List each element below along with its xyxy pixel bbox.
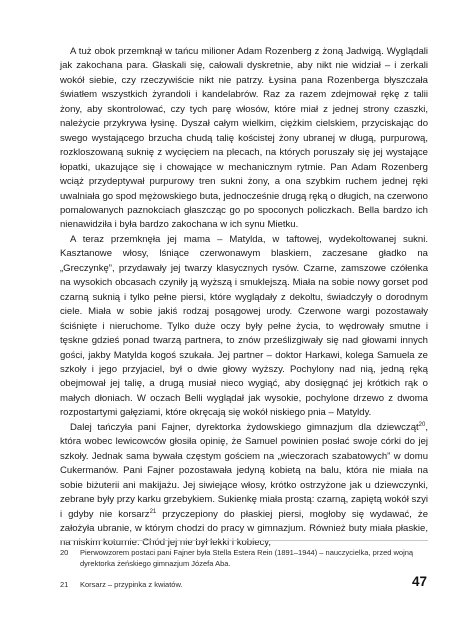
paragraph-3-text-b: , która wobec lewicowców głosiła opinię, że Samuel powinien posłać swoje córki do jej szkoły. Jednak sama bywała częstym gościem na „wieczorach szabatowych” w domu Cukermanów. Pani Fajner pozostawała jedyną kobietą na balu, która nie miała na sobie biżuterii ani makijażu. Jej siwiejące włosy, krótko ostrzyżone jak u dziewczynki, zebrane były przy karku grzebykiem. Sukienkę miała prostą: czarną, zapiętą wokół szyi i gdyby nie korsarz: [60, 421, 428, 520]
footnote-ref-21[interactable]: 21: [149, 508, 157, 515]
footnote-text: Pierwowzorem postaci pani Fajner była Stella Estera Rein (1891–1944) – nauczycielka, przed wojną dyrektorka żeńskiego gimnazjum Józefa Aba.: [80, 548, 414, 568]
footnote-20: [60, 548, 428, 569]
paragraph-3: [60, 421, 428, 551]
paragraph-1: A tuż obok przemknął w tańcu milioner Adam Rozenberg z żoną Jadwigą. Wyglądali jak zakochana para. Głaskali się, całowali dyskretnie, aby nikt nie widział – i zerkali wokół siebie, czy rzeczywiście nikt nie patrzy. Łysina pana Rozenberga błyszczała światłem wszystkich żyrandoli i kandelabrów. Raz za razem zdejmował rękę z talii żony, aby skontrolować, czy tych parę włosów, które miał z jednej strony czaszki, należycie przykrywa łysinę. Dyszał całym wielkim, ciężkim cielskiem, przyciskając do swego wystającego brzucha chudą talię kościstej żony ubranej w długą, purpurową, rozkloszowaną suknię z wycięciem na plecach, na których poruszały się jej wystające łopatki, ukazujące się i chowające w mechanicznym rytmie. Pan Adam Rozenberg wciąż przydeptywał purpurowy tren sukni żony, a ona szybkim ruchem jednej ręki uwalniała go spod mężowskiego buta, jednocześnie drugą ręką o długich, na czerwono pomalowanych paznokciach głaszcząc go po spoconych policzkach. Bella bardzo ich nienawidziła i była bardzo zakochana w ich synu Mietku.: [60, 46, 428, 231]
main-text: [60, 45, 428, 551]
footnote-number: 20: [60, 548, 69, 557]
footnote-21: [60, 580, 428, 591]
footnote-number: 21: [60, 580, 69, 589]
paragraph-3-text-c: przyczepiony do płaskiej piersi, mogłoby się wydawać, że założyła ubranie, w którym chodzi do pracy w gimnazjum. Również buty miała płaskie, na niskim koturnie. Chód jej nie był lekki i kobiecy,: [60, 508, 429, 549]
paragraph-3-text-a: Dalej tańczyła pani Fajner, dyrektorka żydowskiego gimnazjum dla dziewcząt: [70, 421, 419, 433]
footnote-divider: [60, 540, 428, 541]
page-number: 47: [411, 574, 427, 589]
footnote-ref-20[interactable]: 20: [418, 421, 426, 428]
paragraph-2: A teraz przemknęła jej mama – Matylda, w taftowej, wydekoltowanej sukni. Kasztanowe włosy, lśniące czerwonawym blaskiem, zaczesane gładko na „Greczynkę”, przydawały jej twarzy klasycznych rysów. Czarne, zamszowe czółenka na wysokich obcasach czyniły ją wyższą i smuklejszą. Miała na sobie nowy gorset pod czarną suknią i tylko pełne piersi, które wyglądały z dekoltu, świadczyły o dorodnym ciele. Miała w sobie jakiś rodzaj posągowej urody. Czerwone wargi pozostawały ściśnięte i nieruchome. Tylko duże oczy były pełne życia, to wędrowały smutne i tęskne gdzieś ponad twarzą partnera, to znów prześlizgiwały się nad głowami innych gości, jakby Matylda kogoś szukała. Jej partner – doktor Harkawi, kolega Samuela ze szkoły i jego przyjaciel, był o dwie głowy wyższy. Pochylony nad nią, jedną ręką obejmował jej talię, a drugą musiał nieco wygiąć, aby dosięgnąć jej krótkich rąk o małych dłoniach. W oczach Belli wyglądał jak wysokie, pochylone drzewo z dwoma rozpostartymi gałęziami, które okręcają się wokół niskiego pnia – Matyldy.: [60, 233, 428, 419]
footnote-text: Korsarz – przypinka z kwiatów.: [80, 580, 183, 589]
